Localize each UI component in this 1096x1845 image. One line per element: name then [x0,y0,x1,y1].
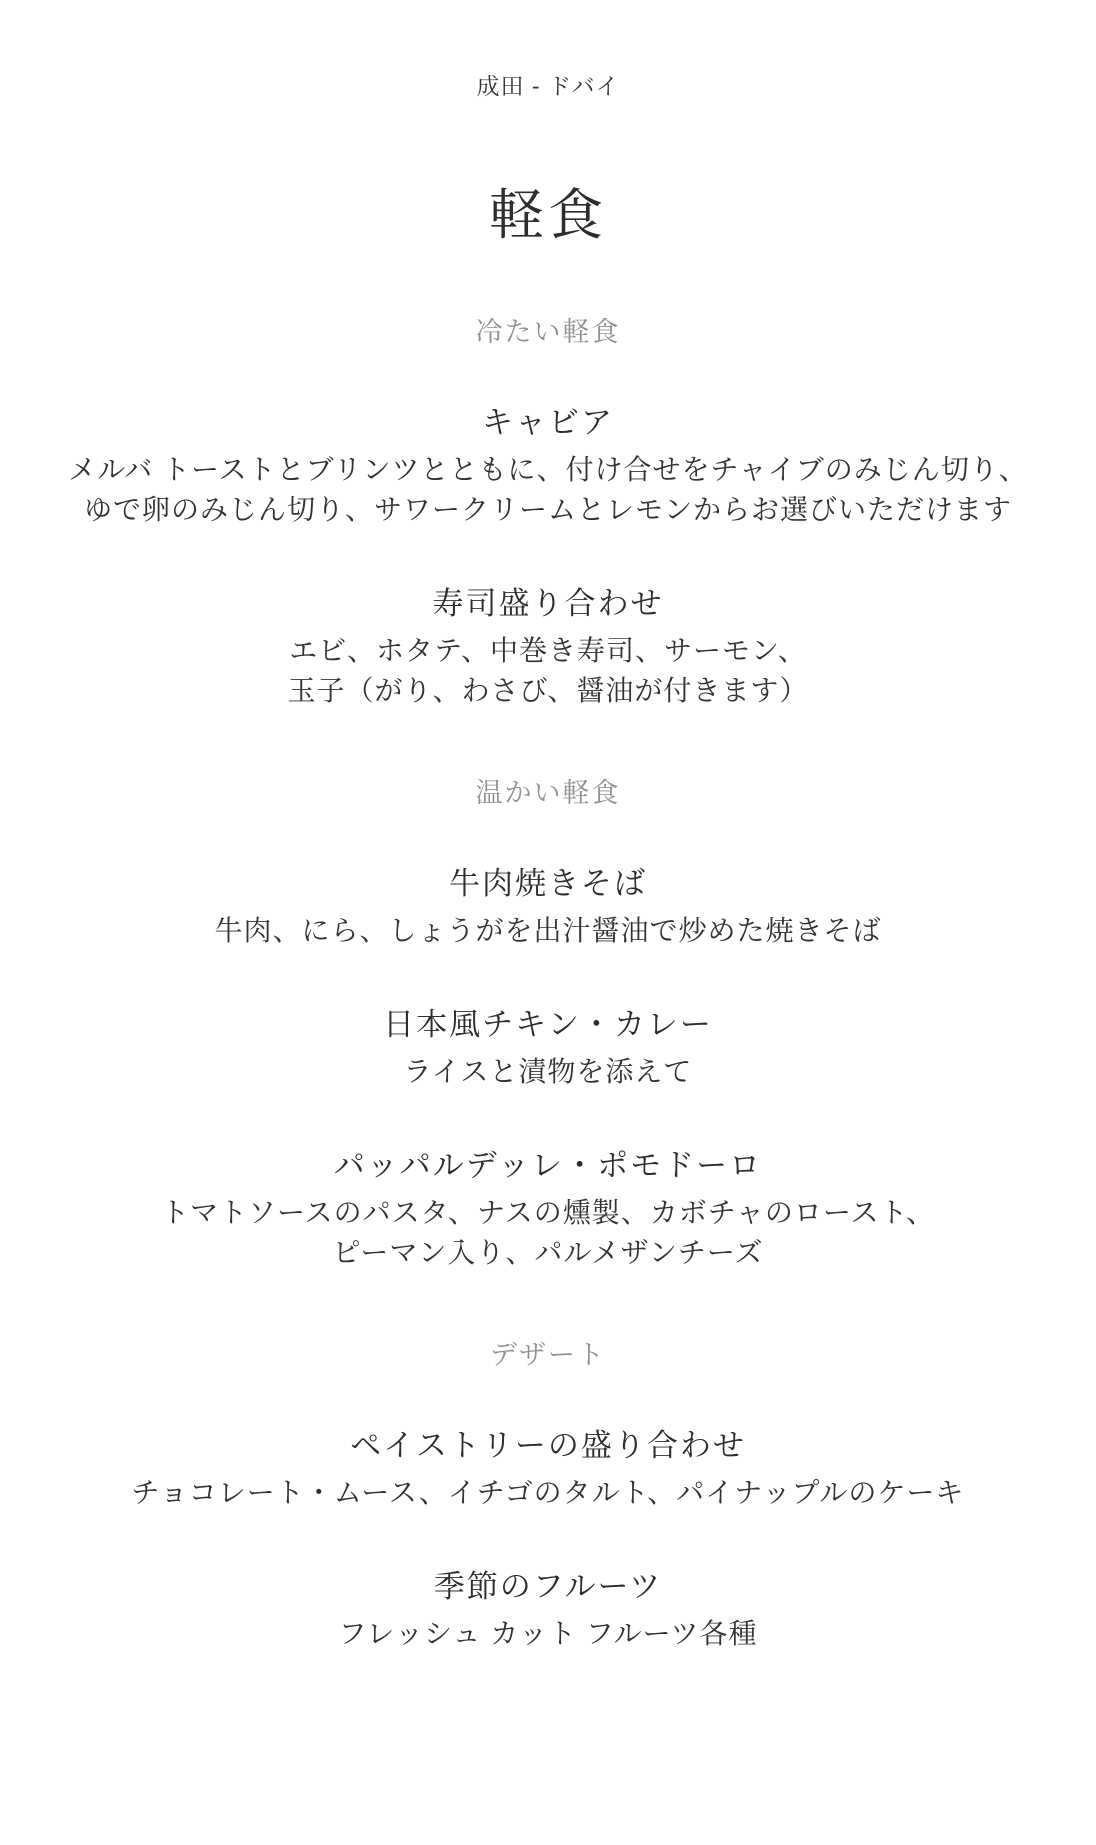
item-name: ペイストリーの盛り合わせ [350,1428,746,1463]
item-description-line: トマトソースのパスタ、ナスの燻製、カボチャのロースト、 [160,1197,936,1228]
menu-item-pappardelle [40,1140,1056,1273]
menu-item-beef-yakisoba [40,858,1056,951]
item-name: 日本風チキン・カレー [383,1007,713,1042]
item-name: パッパルデッレ・ポモドーロ [333,1148,763,1183]
menu-item-caviar [40,397,1056,530]
item-description-line: メルバ トーストとブリンツとともに、付け合せをチャイブのみじん切り、 [68,454,1028,485]
flight-route: 成田 - ドバイ [476,73,620,99]
item-name: 季節のフルーツ [433,1569,663,1604]
menu-item-seasonal-fruit [40,1561,1056,1654]
menu-item-sushi [40,578,1056,711]
item-name: キャビア [482,405,614,440]
item-description-line: エビ、ホタテ、中巻き寿司、サーモン、 [289,635,807,666]
section-label-dessert: デザート [490,1340,606,1370]
section-label-warm: 温かい軽食 [475,778,621,808]
menu-item-pastries [40,1420,1056,1513]
menu-item-chicken-curry [40,999,1056,1092]
page-title: 軽食 [488,184,607,246]
item-description-line: フレッシュ カット フルーツ各種 [338,1618,758,1649]
item-description-line: ライスと漬物を添えて [403,1056,693,1087]
item-description-line: チョコレート・ムース、イチゴのタルト、パイナップルのケーキ [131,1477,965,1508]
item-description-line: ピーマン入り、パルメザンチーズ [332,1237,764,1268]
item-name: 牛肉焼きそば [449,866,647,901]
item-description-line: 牛肉、にら、しょうがを出汁醤油で炒めた焼きそば [214,915,882,946]
item-description-line: ゆで卵のみじん切り、サワークリームとレモンからお選びいただけます [83,494,1012,525]
item-description-line: 玉子（がり、わさび、醤油が付きます） [287,675,809,706]
item-name: 寿司盛り合わせ [432,586,664,621]
section-label-cold: 冷たい軽食 [475,317,621,347]
